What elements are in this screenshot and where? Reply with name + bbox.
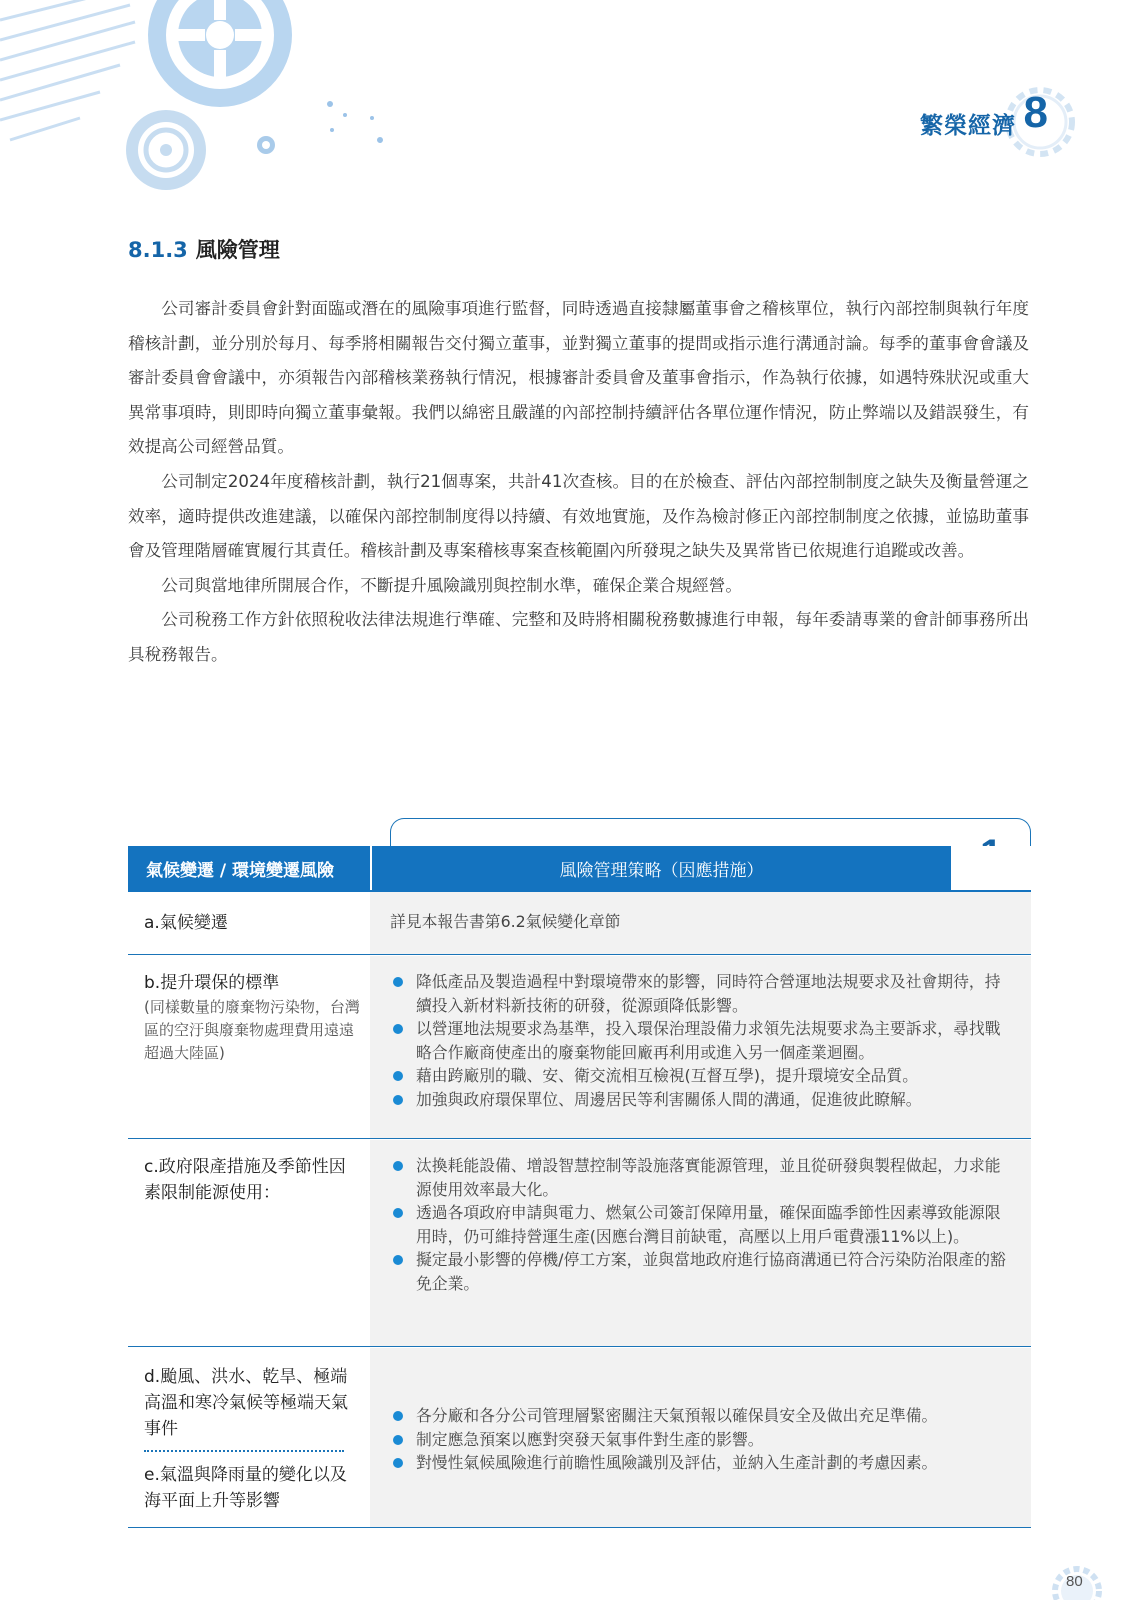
- risk-cell: [128, 892, 370, 954]
- chapter-header: [844, 76, 1084, 176]
- strategy-bullet: 制定應急預案以應對突發天氣事件對生產的影響。: [390, 1428, 1011, 1452]
- strategy-cell: [370, 892, 1031, 954]
- strategy-cell: [370, 1140, 1031, 1346]
- strategy-cell: [370, 956, 1031, 1138]
- table-header-strategy: 風險管理策略（因應措施）: [370, 846, 951, 890]
- paragraph: 公司與當地律所開展合作，不斷提升風險識別與控制水準，確保企業合規經營。: [161, 575, 742, 595]
- section-title-text: 風險管理: [195, 238, 280, 262]
- risk-cell: [128, 1348, 370, 1527]
- strategy-bullet: 各分廠和各分公司管理層緊密關注天氣預報以確保員安全及做出充足準備。: [390, 1404, 1011, 1428]
- paragraph: 公司制定2024年度稽核計劃，執行21個專案，共計41次查核。目的在於檢查、評估內部控制制度之缺失及衡量營運之效率，適時提供改進建議，以確保內部控制制度得以持續、有效地實施，及作為檢討修正內部控制制度之依據，並協助董事會及管理階層確實履行其責任。稽核計劃及專案稽核專案查核範圍內所發現之缺失及異常皆已依規進行追蹤或改善。: [128, 471, 1029, 561]
- paragraph: 公司稅務工作方針依照稅收法律法規進行準確、完整和及時將相關稅務數據進行申報，每年委請專業的會計師事務所出具稅務報告。: [128, 610, 1029, 664]
- risk-label: b.提升環保的標準: [144, 973, 280, 993]
- strategy-bullet: 汰換耗能設備、增設智慧控制等設施落實能源管理，並且從研發與製程做起，力求能源使用效率最大化。: [390, 1154, 1011, 1201]
- strategy-bullet: 降低產品及製造過程中對環境帶來的影響，同時符合營運地法規要求及社會期待，持續投入新材料新技術的研發，從源頭降低影響。: [390, 970, 1011, 1017]
- strategy-bullet: 加強與政府環保單位、周邊居民等利害關係人間的溝通，促進彼此瞭解。: [390, 1088, 1011, 1112]
- risk-note: (同樣數量的廢棄物污染物，台灣區的空汙與廢棄物處理費用遠遠超過大陸區): [144, 998, 360, 1062]
- risk-label: a.氣候變遷: [144, 913, 228, 933]
- body-text: [128, 292, 1029, 673]
- dotted-divider: [144, 1450, 344, 1452]
- section-number: 8.1.3: [128, 238, 188, 262]
- gear-decoration: [0, 0, 400, 200]
- table-header: [128, 846, 1031, 890]
- strategy-cell: [370, 1348, 1031, 1527]
- table-row: [128, 1348, 1031, 1528]
- strategy-bullet: 透過各項政府申請與電力、燃氣公司簽訂保障用量，確保面臨季節性因素導致能源限用時，仍可維持營運生產(因應台灣目前缺電，高壓以上用戶電費漲11%以上)。: [390, 1201, 1011, 1248]
- page-number-badge: [1052, 1566, 1102, 1600]
- small-gear-icon: [126, 110, 206, 190]
- strategy-bullet: 擬定最小影響的停機/停工方案，並與當地政府進行協商溝通已符合污染防治限產的豁免企業。: [390, 1248, 1011, 1295]
- section-title: [128, 234, 280, 264]
- table-row: [128, 892, 1031, 955]
- page-number: 80: [1066, 1573, 1083, 1590]
- chapter-label: 繁榮經濟: [920, 113, 1016, 139]
- risk-cell: [128, 956, 370, 1138]
- tiny-gear-icon: [257, 136, 275, 154]
- strategy-bullet: 對慢性氣候風險進行前瞻性風險識別及評估，並納入生產計劃的考慮因素。: [390, 1451, 1011, 1475]
- table-header-risk: 氣候變遷 / 環境變遷風險: [128, 846, 370, 890]
- risk-label-secondary: e.氣溫與降雨量的變化以及海平面上升等影響: [144, 1465, 347, 1511]
- risk-label: c.政府限產措施及季節性因素限制能源使用：: [144, 1157, 346, 1203]
- table-row: [128, 1140, 1031, 1347]
- table-row: [128, 956, 1031, 1139]
- paragraph: 公司審計委員會針對面臨或潛在的風險事項進行監督，同時透過直接隸屬董事會之稽核單位，執行內部控制與執行年度稽核計劃，並分別於每月、每季將相關報告交付獨立董事，並對獨立董事的提問或指示進行溝通討論。每季的董事會會議及審計委員會會議中，亦須報告內部稽核業務執行情況，根據審計委員會及董事會指示，作為執行依據，如遇特殊狀況或重大異常事項時，則即時向獨立董事彙報。我們以綿密且嚴謹的內部控制持續評估各單位運作情況，防止弊端以及錯誤發生，有效提高公司經營品質。: [128, 299, 1029, 457]
- strategy-bullet: 藉由跨廠別的職、安、衛交流相互檢視(互督互學)，提升環境安全品質。: [390, 1064, 1011, 1088]
- strategy-text: 詳見本報告書第6.2氣候變化章節: [390, 912, 621, 931]
- risk-label: d.颱風、洪水、乾旱、極端高溫和寒冷氣候等極端天氣事件: [144, 1367, 348, 1439]
- chapter-number: 8: [1023, 88, 1048, 137]
- risk-cell: [128, 1140, 370, 1346]
- strategy-bullet: 以營運地法規要求為基準，投入環保治理設備力求領先法規要求為主要訴求，尋找戰略合作廠商使產出的廢棄物能回廠再利用或進入另一個產業迴圈。: [390, 1017, 1011, 1064]
